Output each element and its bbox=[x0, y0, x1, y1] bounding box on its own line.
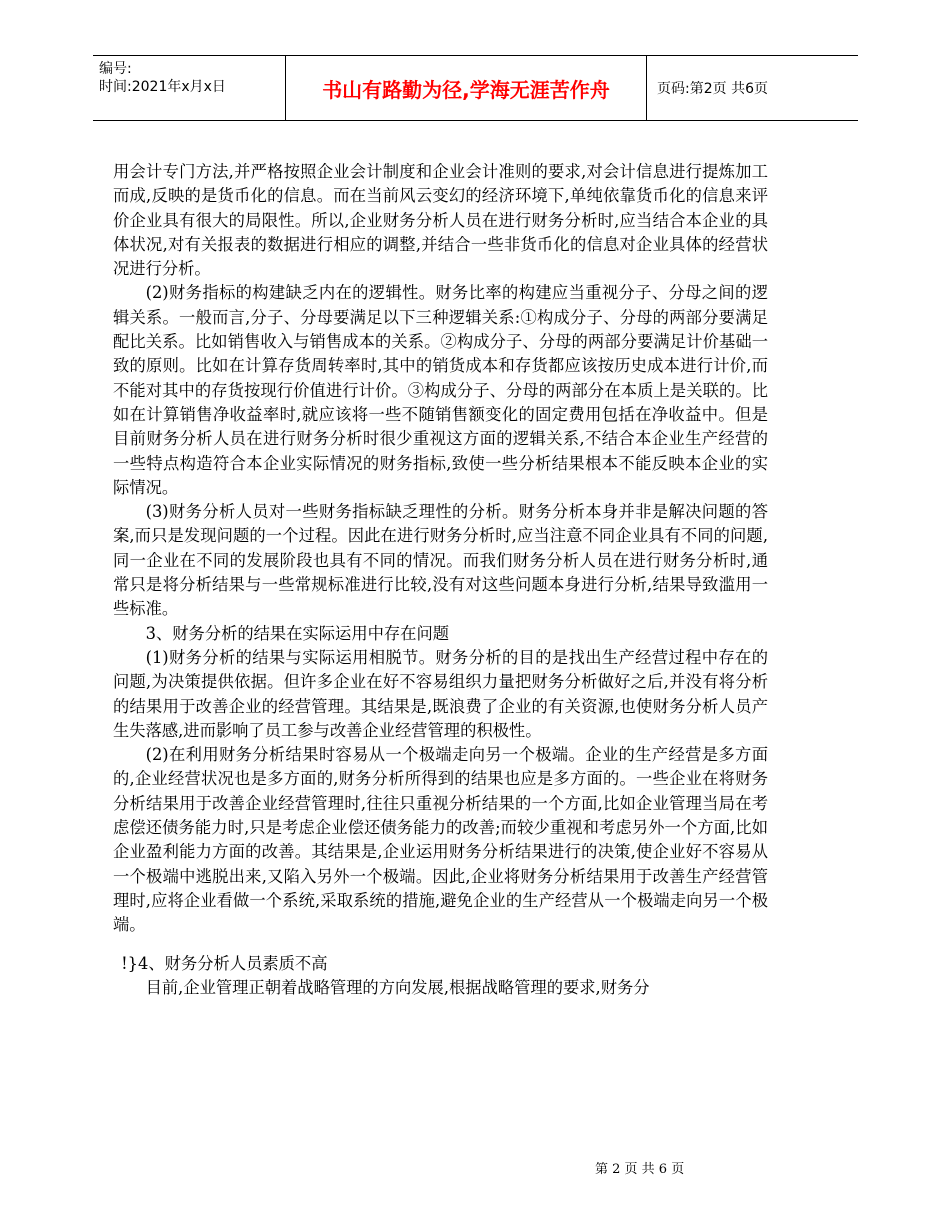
header-motto: 书山有路勤为径,学海无涯苦作舟 bbox=[285, 56, 647, 120]
number-label: 编号: bbox=[99, 61, 132, 77]
paragraph: 目前,企业管理正朝着战略管理的方向发展,根据战略管理的要求,财务分 bbox=[145, 977, 650, 997]
paragraph: (3)财务分析人员对一些财务指标缺乏理性的分析。财务分析本身并非是解决问题的答案,而只是发现问题的一个过程。因此在进行财务分析时,应当注意不同企业具有不同的问题,同一企业在不同的发展阶段也具有不同的情况。而我们财务分析人员在进行财务分析时,通常只是将分析结果与一些常规标准进行比较,没有对这些问题本身进行分析,结果导致滥用一些标准。 bbox=[113, 502, 768, 619]
header-meta bbox=[93, 56, 285, 120]
paragraph: (2)在利用财务分析结果时容易从一个极端走向另一个极端。企业的生产经营是多方面的,企业经营状况也是多方面的,财务分析所得到的结果也应是多方面的。一些企业在将财务分析结果用于改善企业经营管理时,往往只重视分析结果的一个方面,比如企业管理当局在考虑偿还债务能力时,只是考虑企业偿还债务能力的改善;而较少重视和考虑另外一个方面,比如企业盈利能力方面的改善。其结果是,企业运用财务分析结果进行的决策,使企业好不容易从一个极端中逃脱出来,又陷入另外一个极端。因此,企业将财务分析结果用于改善生产经营管理时,应将企业看做一个系统,采取系统的措施,避免企业的生产经营从一个极端走向另一个极端。 bbox=[113, 745, 768, 935]
time-label: 时间:2021年x月x日 bbox=[99, 79, 226, 95]
paragraph: 用会计专门方法,并严格按照企业会计制度和企业会计准则的要求,对会计信息进行提炼加工而成,反映的是货币化的信息。而在当前风云变幻的经济环境下,单纯依靠货币化的信息来评价企业具有很大的局限性。所以,企业财务分析人员在进行财务分析时,应当结合本企业的具体状况,对有关报表的数据进行相应的调整,并结合一些非货币化的信息对企业具体的经营状况进行分析。 bbox=[113, 162, 768, 279]
header-page-info: 页码:第2页 共6页 bbox=[657, 81, 768, 97]
page-header bbox=[93, 55, 858, 121]
page-footer: 第 2 页 共 6 页 bbox=[595, 1162, 685, 1177]
spacer bbox=[113, 938, 768, 952]
section-heading: 3、财务分析的结果在实际运用中存在问题 bbox=[145, 623, 450, 643]
paragraph: (2)财务指标的构建缺乏内在的逻辑性。财务比率的构建应当重视分子、分母之间的逻辑关系。一般而言,分子、分母要满足以下三种逻辑关系:①构成分子、分母的两部分要满足配比关系。比如销售收入与销售成本的关系。②构成分子、分母的两部分要满足计价基础一致的原则。比如在计算存货周转率时,其中的销货成本和存货都应该按历史成本进行计价,而不能对其中的存货按现行价值进行计价。③构成分子、分母的两部分在本质上是关联的。比如在计算销售净收益率时,就应该将一些不随销售额变化的固定费用包括在净收益中。但是目前财务分析人员在进行财务分析时很少重视这方面的逻辑关系,不结合本企业生产经营的一些特点构造符合本企业实际情况的财务指标,致使一些分析结果根本不能反映本企业的实际情况。 bbox=[113, 283, 768, 497]
section-heading: !}4、财务分析人员素质不高 bbox=[121, 953, 328, 973]
document-body bbox=[113, 160, 768, 1000]
paragraph: (1)财务分析的结果与实际运用相脱节。财务分析的目的是找出生产经营过程中存在的问题,为决策提供依据。但许多企业在好不容易组织力量把财务分析做好之后,并没有将分析的结果用于改善企业的经营管理。其结果是,既浪费了企业的有关资源,也使财务分析人员产生失落感,进而影响了员工参与改善企业经营管理的积极性。 bbox=[113, 647, 768, 740]
